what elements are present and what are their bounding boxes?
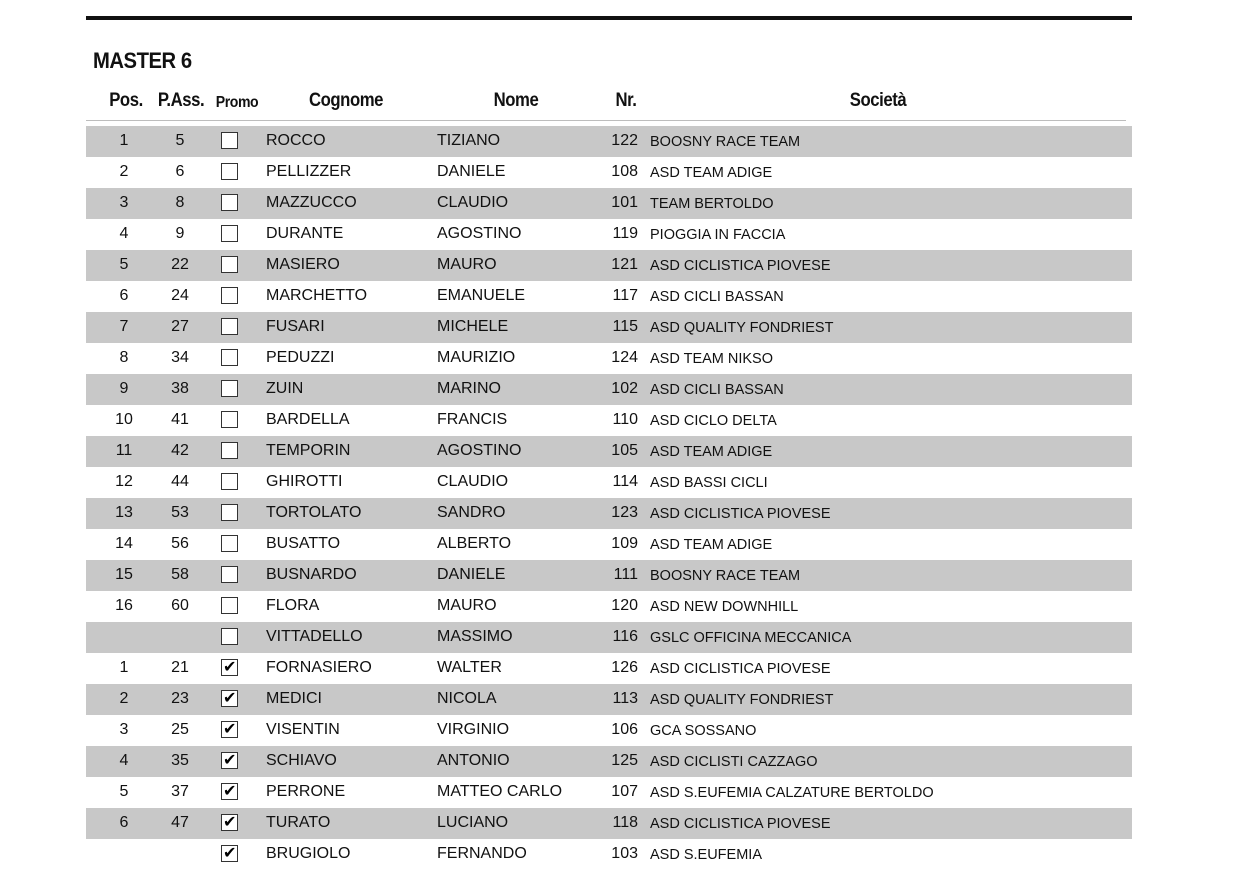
cell-pos: 5: [119, 783, 129, 800]
cell-cognome: VISENTIN: [266, 721, 340, 738]
cell-pass: 58: [171, 566, 189, 583]
cell-pos: 12: [115, 473, 133, 490]
cell-societa: ASD CICLI BASSAN: [650, 382, 784, 398]
promo-checkbox[interactable]: [221, 349, 238, 366]
cell-societa: ASD S.EUFEMIA: [650, 847, 762, 863]
cell-pos: 2: [119, 163, 129, 180]
cell-pass: 6: [175, 163, 185, 180]
cell-cognome: BUSNARDO: [266, 566, 357, 583]
cell-nome: CLAUDIO: [437, 473, 509, 490]
table-row: [86, 529, 1132, 560]
cell-pos: 1: [119, 132, 129, 149]
cell-societa: ASD CICLISTICA PIOVESE: [650, 661, 831, 677]
cell-pass: 5: [175, 132, 185, 149]
cell-pos: 6: [119, 814, 129, 831]
cell-nome: MAURO: [437, 597, 497, 614]
header-nome: Nome: [493, 90, 539, 111]
cell-nome: AGOSTINO: [437, 225, 522, 242]
promo-checkbox-checked[interactable]: [221, 721, 238, 738]
cell-nr: 115: [612, 318, 638, 335]
cell-cognome: PERRONE: [266, 783, 346, 800]
cell-nr: 110: [612, 411, 638, 428]
table-row: [86, 746, 1132, 777]
cell-pos: 4: [119, 752, 129, 769]
cell-nome: MAURIZIO: [437, 349, 516, 366]
promo-checkbox[interactable]: [221, 194, 238, 211]
cell-nome: TIZIANO: [437, 132, 501, 149]
cell-societa: ASD QUALITY FONDRIEST: [650, 692, 834, 708]
promo-checkbox[interactable]: [221, 287, 238, 304]
cell-nr: 123: [611, 504, 638, 521]
cell-nr: 114: [612, 473, 638, 490]
promo-checkbox-checked[interactable]: [221, 783, 238, 800]
cell-societa: ASD TEAM NIKSO: [650, 351, 774, 367]
cell-nr: 105: [611, 442, 638, 459]
cell-pass: 27: [171, 318, 189, 335]
table-row: [86, 591, 1132, 622]
promo-checkbox-checked[interactable]: [221, 845, 238, 862]
cell-nome: WALTER: [437, 659, 502, 676]
cell-pos: 13: [115, 504, 133, 521]
cell-nr: 106: [611, 721, 638, 738]
cell-nr: 126: [611, 659, 638, 676]
cell-pos: 3: [119, 721, 129, 738]
cell-societa: ASD CICLISTI CAZZAGO: [650, 754, 818, 770]
header-nr: Nr.: [615, 90, 637, 111]
cell-pos: 4: [119, 225, 129, 242]
table-row: [86, 188, 1132, 219]
cell-pass: 53: [171, 504, 189, 521]
cell-cognome: DURANTE: [266, 225, 344, 242]
cell-cognome: FUSARI: [266, 318, 325, 335]
cell-nr: 109: [611, 535, 638, 552]
promo-checkbox-checked[interactable]: [221, 659, 238, 676]
table-row: [86, 250, 1132, 281]
cell-pass: 25: [171, 721, 189, 738]
cell-pos: 16: [115, 597, 133, 614]
table-row: [86, 777, 1132, 808]
table-row: [86, 653, 1132, 684]
table-row: [86, 684, 1132, 715]
promo-checkbox-checked[interactable]: [221, 752, 238, 769]
cell-nome: MARINO: [437, 380, 501, 397]
cell-societa: ASD BASSI CICLI: [650, 475, 768, 491]
cell-nr: 103: [611, 845, 638, 862]
cell-pass: 56: [171, 535, 189, 552]
cell-nr: 102: [611, 380, 638, 397]
table-row: [86, 312, 1132, 343]
cell-nome: DANIELE: [437, 163, 506, 180]
promo-checkbox-checked[interactable]: [221, 690, 238, 707]
cell-cognome: FLORA: [266, 597, 320, 614]
cell-pass: 34: [171, 349, 189, 366]
promo-checkbox[interactable]: [221, 256, 238, 273]
cell-societa: BOOSNY RACE TEAM: [650, 568, 801, 584]
cell-nome: MATTEO CARLO: [437, 783, 563, 800]
table-row: [86, 343, 1132, 374]
cell-societa: BOOSNY RACE TEAM: [650, 134, 801, 150]
cell-nome: EMANUELE: [437, 287, 526, 304]
results-table: [86, 126, 1132, 870]
cell-pass: 8: [175, 194, 185, 211]
promo-checkbox[interactable]: [221, 535, 238, 552]
cell-cognome: MEDICI: [266, 690, 322, 707]
cell-societa: ASD CICLO DELTA: [650, 413, 777, 429]
cell-pass: 21: [171, 659, 189, 676]
cell-cognome: MAZZUCCO: [266, 194, 357, 211]
category-title: MASTER 6: [93, 48, 192, 73]
cell-nr: 116: [612, 628, 638, 645]
cell-cognome: GHIROTTI: [266, 473, 343, 490]
cell-nome: ANTONIO: [437, 752, 510, 769]
cell-pos: 7: [119, 318, 129, 335]
cell-pass: 60: [171, 597, 189, 614]
cell-nr: 108: [611, 163, 638, 180]
promo-checkbox[interactable]: [221, 225, 238, 242]
cell-societa: ASD CICLISTICA PIOVESE: [650, 506, 831, 522]
cell-societa: GSLC OFFICINA MECCANICA: [650, 630, 852, 646]
cell-cognome: PEDUZZI: [266, 349, 335, 366]
table-row: [86, 808, 1132, 839]
cell-cognome: TEMPORIN: [266, 442, 351, 459]
promo-checkbox[interactable]: [221, 318, 238, 335]
header-cognome: Cognome: [308, 90, 384, 111]
cell-pass: 9: [175, 225, 185, 242]
cell-nome: FRANCIS: [437, 411, 508, 428]
table-row: [86, 126, 1132, 157]
cell-pass: 47: [171, 814, 189, 831]
cell-cognome: MASIERO: [266, 256, 340, 273]
cell-nome: DANIELE: [437, 566, 506, 583]
cell-nr: 118: [612, 814, 638, 831]
top-rule: [86, 16, 1132, 20]
table-row: [86, 374, 1132, 405]
table-row: [86, 405, 1132, 436]
cell-cognome: BUSATTO: [266, 535, 341, 552]
cell-nome: VIRGINIO: [437, 721, 510, 738]
cell-nome: AGOSTINO: [437, 442, 522, 459]
promo-checkbox-checked[interactable]: [221, 814, 238, 831]
cell-societa: ASD NEW DOWNHILL: [650, 599, 799, 615]
cell-pass: 24: [171, 287, 189, 304]
cell-pos: 6: [119, 287, 129, 304]
cell-societa: TEAM BERTOLDO: [650, 196, 774, 212]
cell-nome: SANDRO: [437, 504, 506, 521]
cell-societa: GCA SOSSANO: [650, 723, 757, 739]
cell-nr: 124: [611, 349, 638, 366]
table-row: [86, 281, 1132, 312]
cell-pos: 3: [119, 194, 129, 211]
promo-checkbox[interactable]: [221, 628, 238, 645]
cell-cognome: FORNASIERO: [266, 659, 372, 676]
cell-nr: 113: [612, 690, 638, 707]
header-pos: Pos.: [109, 90, 143, 111]
table-row: [86, 560, 1132, 591]
cell-nome: LUCIANO: [437, 814, 509, 831]
cell-societa: ASD S.EUFEMIA CALZATURE BERTOLDO: [650, 785, 934, 801]
table-row: [86, 622, 1132, 653]
cell-nr: 117: [612, 287, 638, 304]
cell-pos: 1: [119, 659, 129, 676]
cell-pos: 9: [119, 380, 129, 397]
cell-societa: PIOGGIA IN FACCIA: [650, 227, 786, 243]
cell-pos: 11: [115, 442, 133, 459]
promo-checkbox[interactable]: [221, 473, 238, 490]
cell-pass: 22: [171, 256, 189, 273]
promo-checkbox[interactable]: [221, 380, 238, 397]
cell-cognome: ZUIN: [266, 380, 304, 397]
cell-cognome: VITTADELLO: [266, 628, 363, 645]
cell-cognome: ROCCO: [266, 132, 326, 149]
cell-pos: 10: [115, 411, 133, 428]
cell-nome: MICHELE: [437, 318, 509, 335]
promo-checkbox[interactable]: [221, 132, 238, 149]
cell-cognome: SCHIAVO: [266, 752, 337, 769]
cell-pass: 41: [171, 411, 189, 428]
cell-cognome: TURATO: [266, 814, 331, 831]
cell-pass: 42: [171, 442, 189, 459]
promo-checkbox[interactable]: [221, 411, 238, 428]
cell-pos: 8: [119, 349, 129, 366]
cell-societa: ASD CICLISTICA PIOVESE: [650, 258, 831, 274]
cell-societa: ASD TEAM ADIGE: [650, 537, 773, 553]
cell-nr: 107: [611, 783, 638, 800]
cell-cognome: BRUGIOLO: [266, 845, 351, 862]
table-row: [86, 498, 1132, 529]
table-row: [86, 436, 1132, 467]
cell-nr: 125: [611, 752, 638, 769]
cell-societa: ASD TEAM ADIGE: [650, 444, 773, 460]
table-row: [86, 467, 1132, 498]
cell-pass: 35: [171, 752, 189, 769]
cell-pos: 15: [115, 566, 133, 583]
header-societa: Società: [849, 90, 907, 111]
cell-societa: ASD CICLISTICA PIOVESE: [650, 816, 831, 832]
cell-societa: ASD CICLI BASSAN: [650, 289, 784, 305]
promo-checkbox[interactable]: [221, 566, 238, 583]
cell-pos: 2: [119, 690, 129, 707]
promo-checkbox[interactable]: [221, 163, 238, 180]
cell-nome: CLAUDIO: [437, 194, 509, 211]
cell-pos: 14: [115, 535, 133, 552]
cell-pass: 44: [171, 473, 189, 490]
cell-nome: FERNANDO: [437, 845, 527, 862]
header-pass: P.Ass.: [157, 90, 205, 111]
cell-societa: ASD TEAM ADIGE: [650, 165, 773, 181]
promo-checkbox[interactable]: [221, 442, 238, 459]
cell-nr: 101: [611, 194, 638, 211]
header-rule: [86, 120, 1126, 121]
promo-checkbox[interactable]: [221, 597, 238, 614]
cell-pass: 38: [171, 380, 189, 397]
cell-pass: 23: [171, 690, 189, 707]
cell-nome: ALBERTO: [437, 535, 512, 552]
header-promo: Promo: [215, 94, 259, 111]
table-row: [86, 157, 1132, 188]
cell-pass: 37: [171, 783, 189, 800]
cell-nr: 120: [611, 597, 638, 614]
cell-cognome: PELLIZZER: [266, 163, 352, 180]
cell-nr: 111: [613, 566, 638, 583]
cell-societa: ASD QUALITY FONDRIEST: [650, 320, 834, 336]
table-row: [86, 715, 1132, 746]
cell-nr: 121: [611, 256, 638, 273]
cell-cognome: BARDELLA: [266, 411, 350, 428]
cell-nome: MAURO: [437, 256, 497, 273]
cell-cognome: MARCHETTO: [266, 287, 368, 304]
promo-checkbox[interactable]: [221, 504, 238, 521]
cell-cognome: TORTOLATO: [266, 504, 362, 521]
cell-nome: NICOLA: [437, 690, 497, 707]
table-row: [86, 219, 1132, 250]
cell-pos: 5: [119, 256, 129, 273]
cell-nr: 119: [612, 225, 638, 242]
table-row: [86, 839, 1132, 870]
cell-nr: 122: [611, 132, 638, 149]
cell-nome: MASSIMO: [437, 628, 513, 645]
